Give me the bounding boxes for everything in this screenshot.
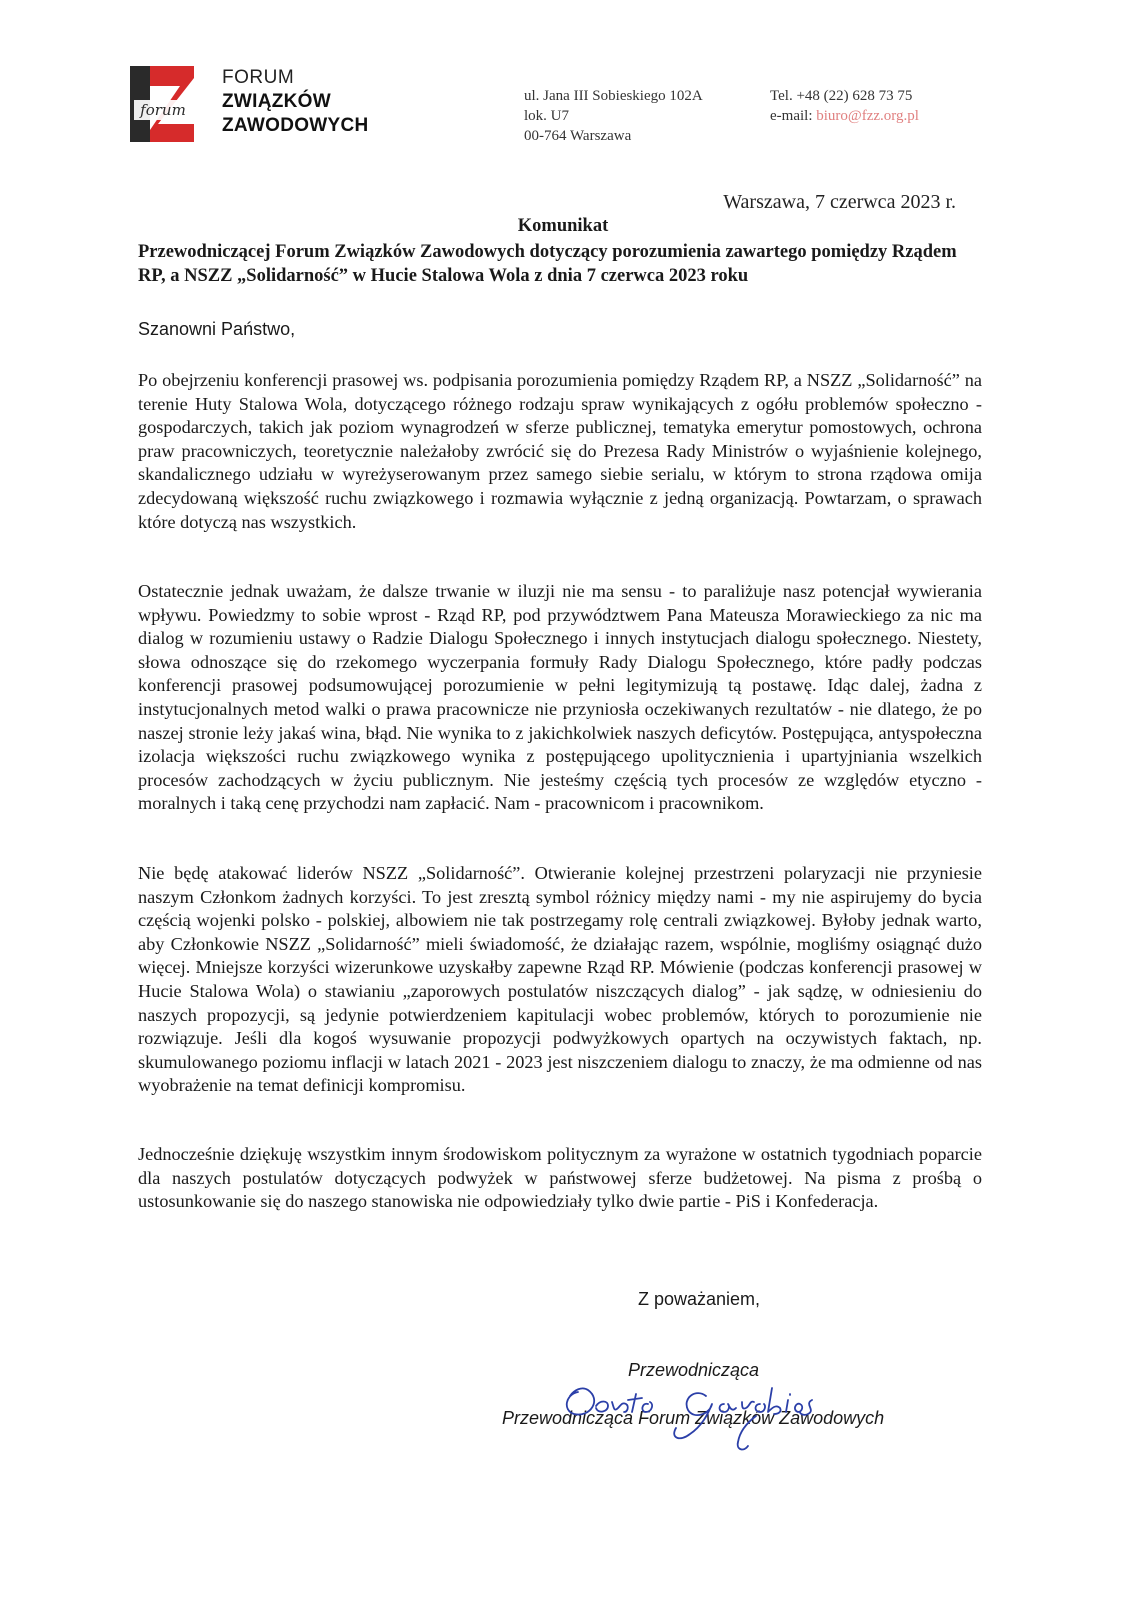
org-name-line: FORUM — [222, 67, 295, 88]
contact — [770, 86, 919, 126]
address — [524, 86, 703, 146]
paragraph: Jednocześnie dziękuję wszystkim innym środowiskom politycznym za wyrażone w ostatnich tygodniach poparcie dla naszych postulatów dotyczących podwyżek w państwowej sferze budżetowej. Na pisma z prośbą o ustosunkowanie się do naszego stanowiska nie odpowiedziały tylko dwie partie - PiS i Konfederacja. — [138, 1144, 982, 1212]
org-name — [222, 66, 369, 138]
signatory-organization: Przewodnicząca Forum Związków Zawodowych — [502, 1408, 885, 1428]
org-name-line: ZWIĄZKÓW — [222, 91, 331, 112]
phone: Tel. +48 (22) 628 73 75 — [770, 88, 913, 104]
email-label: e-mail: — [770, 108, 817, 124]
address-line: 00-764 Warszawa — [524, 128, 632, 144]
closing: Z poważaniem, — [638, 1289, 761, 1309]
title-heading: Komunikat — [517, 216, 609, 236]
paragraph: Po obejrzeniu konferencji prasowej ws. podpisania porozumienia pomiędzy Rządem RP, a NSZZ „Solidarność” na terenie Huty Stalowa Wola, dotyczącego różnego rodzaju spraw wynikających z ogółu problemów społeczno - gospodarczych, takich jak poziom wynagrodzeń w sferze publicznej, tematyka emerytur pomostowych, ochrona praw pracowniczych, teoretycznie należałoby zwrócić się do Prezesa Rady Ministrów o wyjaśnienie kolejnego, skandalicznego udziału w wyreżyserowanym przez samego siebie serialu, w którym to strona rządowa omija zdecydowaną większość ruchu związkowego i rozmawia wyłącznie z jedną organizacją. Powtarzam, o sprawach które dotyczą nas wszystkich. — [138, 370, 982, 532]
signatory-role: Przewodnicząca — [628, 1360, 760, 1380]
fzz-logo-icon — [128, 66, 198, 142]
paragraph: Nie będę atakować liderów NSZZ „Solidarność”. Otwieranie kolejnej przestrzeni polaryzacji nie przyniesie naszym Członkom żadnych korzyści. To jest zresztą symbol różnicy między nami - my nie aspirujemy do bycia częścią wojenki polsko - polskiej, albowiem nie tak postrzegamy rolę centrali związkowej. Byłoby jednak warto, aby Członkowie NSZZ „Solidarność” mieli świadomość, że działając razem, wspólnie, mogliśmy osiągnąć dużo więcej. Mniejsze korzyści wizerunkowe uzyskałby zapewne Rząd RP. Mówienie (podczas konferencji prasowej w Hucie Stalowa Wola) o stawianiu „zaporowych postulatów niszczących dialog” - jak sądzę, w odniesieniu do naszych propozycji, są jedynie potwierdzeniem kapitulacji wobec problemów, których to porozumienie nie rozwiązuje. Jeśli dla kogoś wysuwanie propozycji podwyżkowych opartych na oczywistych faktach, np. skumulowanego poziomu inflacji w latach 2021 - 2023 jest niszczeniem dialogu to znaczy, że ma odmienne od nas wyobrażenie na temat definicji kompromisu. — [138, 863, 982, 1096]
handwritten-signature — [556, 1370, 876, 1460]
letter-title — [138, 214, 988, 288]
greeting: Szanowni Państwo, — [138, 319, 296, 339]
letter-date: Warszawa, 7 czerwca 2023 r. — [723, 191, 956, 213]
title-subject: Przewodniczącej Forum Związków Zawodowych dotyczący porozumienia zawartego pomiędzy Rządem RP, a NSZZ „Solidarność” w Hucie Stalowa Wola z dnia 7 czerwca 2023 roku — [138, 242, 957, 286]
address-line: ul. Jana III Sobieskiego 102A — [524, 88, 703, 104]
logo-text: forum — [140, 101, 186, 119]
address-line: lok. U7 — [524, 108, 569, 124]
org-name-line: ZAWODOWYCH — [222, 115, 369, 136]
email-link[interactable]: biuro@fzz.org.pl — [816, 108, 919, 124]
email-line — [770, 106, 919, 126]
paragraph: Ostatecznie jednak uważam, że dalsze trwanie w iluzji nie ma sensu - to paraliżuje nasz potencjał wywierania wpływu. Powiedzmy to sobie wprost - Rząd RP, pod przywództwem Pana Mateusza Morawieckiego za nic ma dialog w rozumieniu ustawy o Radzie Dialogu Społecznego i innych instytucjach dialogu społecznego. Niestety, słowa odnoszące się do rzekomego wyczerpania formuły Rady Dialogu Społecznego, które padły podczas konferencji prasowej podsumowującej porozumienie w pełni legitymizują tą postawę. Idąc dalej, żadna z instytucjonalnych metod walki o prawa pracownicze nie przyniosła oczekiwanych rezultatów - nie dlatego, że po naszej stronie leży jakaś wina, błąd. Nie wynika to z jakichkolwiek naszych deficytów. Postępująca, antyspołeczna izolacja większości ruchu związkowego wynika z postępującego upolitycznienia i upartyjniania wszelkich procesów zachodzących w życiu publicznym. Nie jesteśmy częścią tych procesów ze względów etyczno - moralnych i taką cenę przychodzi nam zapłacić. Nam - pracownicom i pracownikom. — [138, 581, 982, 814]
